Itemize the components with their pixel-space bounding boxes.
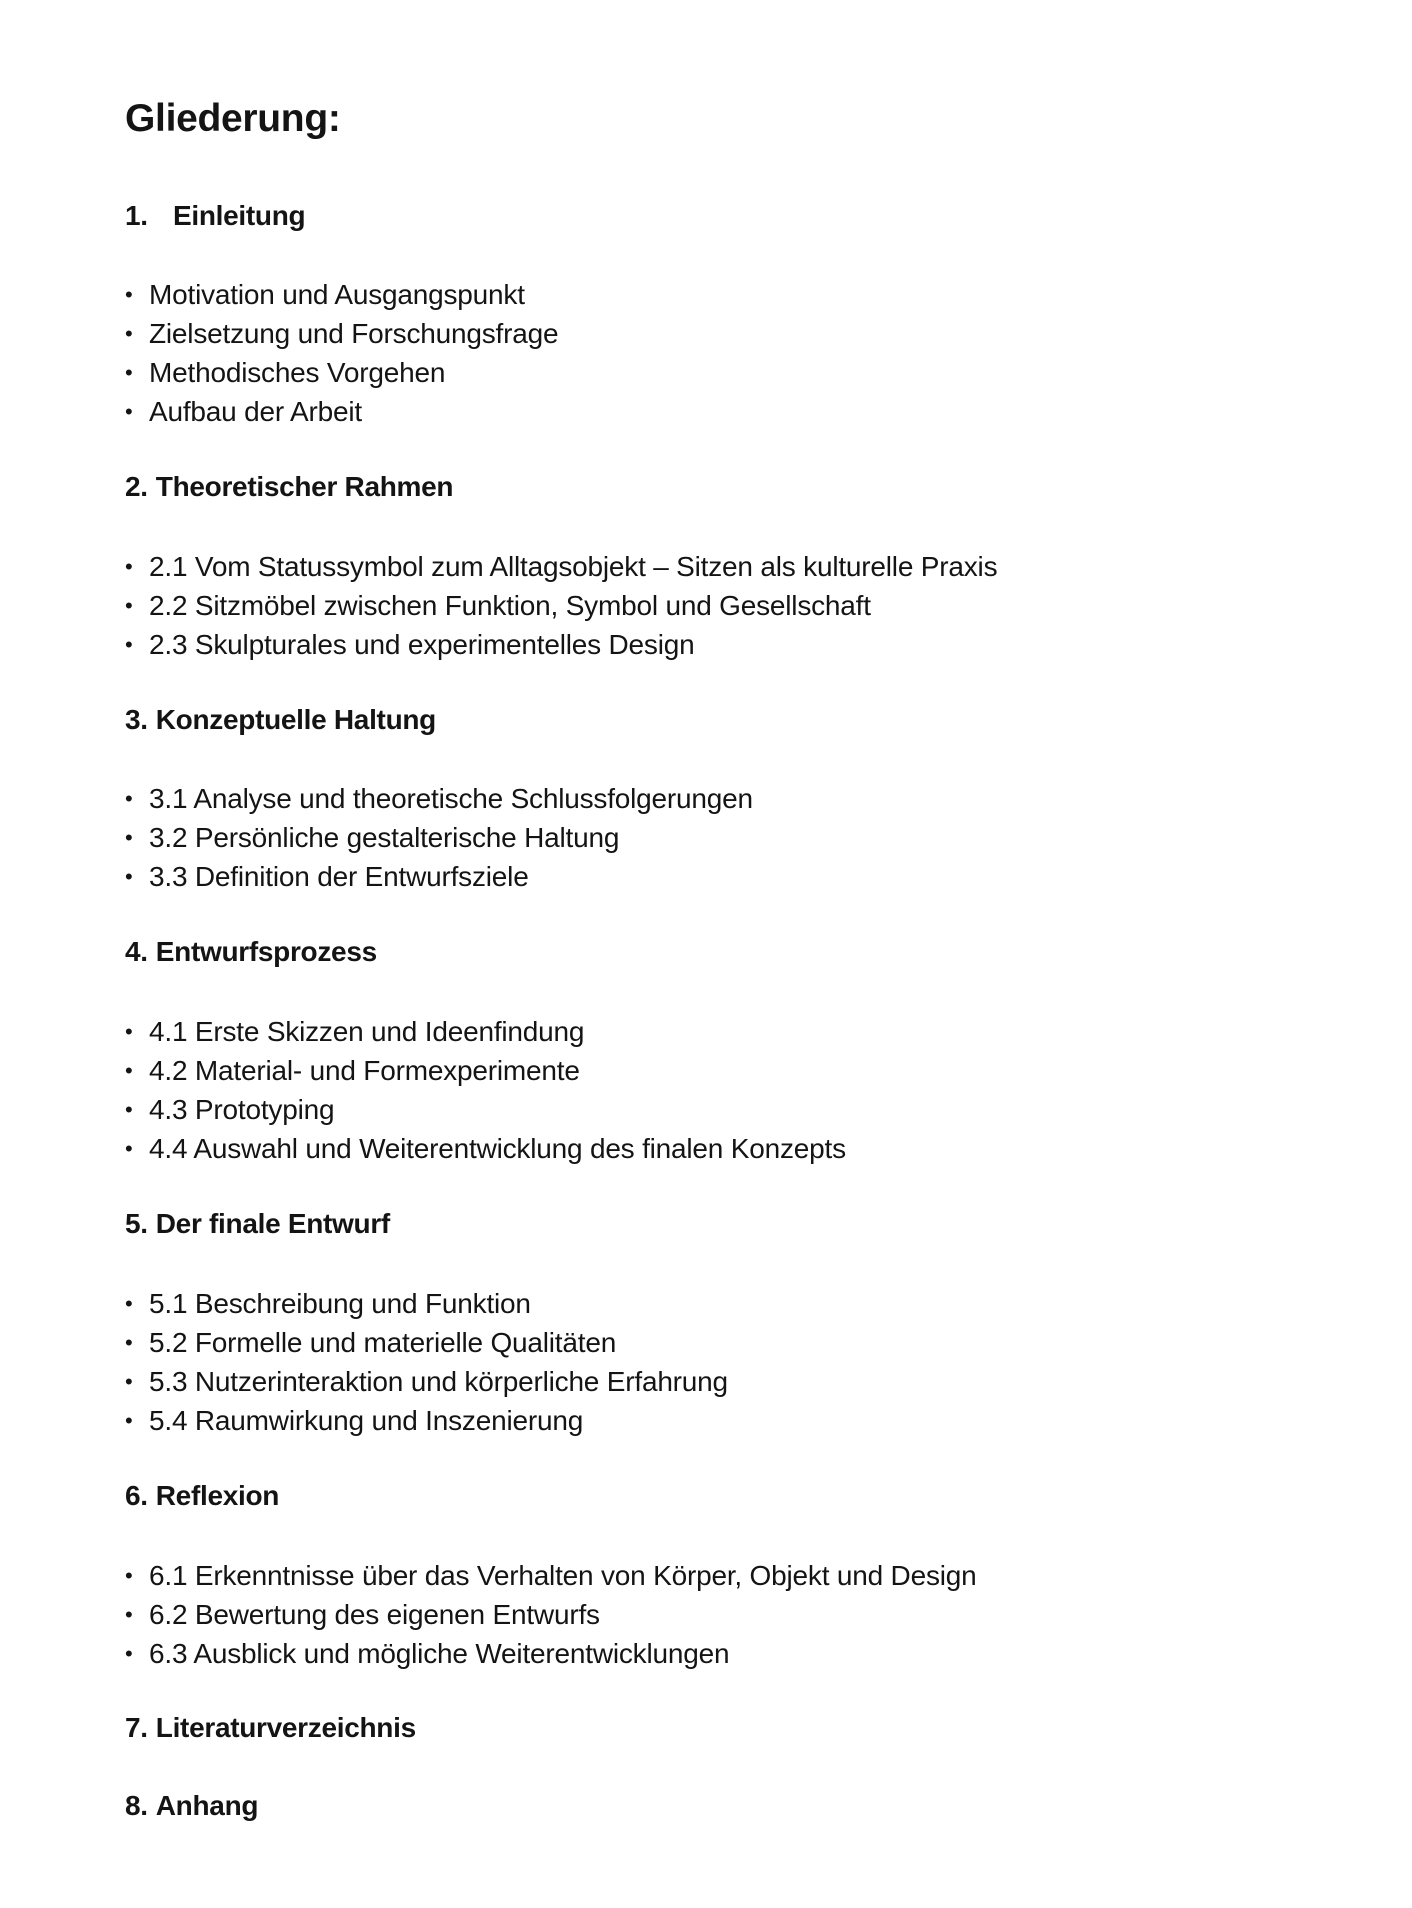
section-list-5 (125, 1284, 728, 1440)
section-number: 4. (125, 936, 148, 967)
section-heading-1 (125, 199, 305, 233)
section-heading-8 (125, 1789, 258, 1823)
list-item: • Motivation und Ausgangspunkt (125, 275, 558, 314)
section-number: 5. (125, 1208, 148, 1239)
section-heading-6 (125, 1479, 279, 1513)
section-number: 7. (125, 1712, 148, 1743)
list-item: • 4.1 Erste Skizzen und Ideenfindung (125, 1012, 846, 1051)
section-heading-4 (125, 935, 377, 969)
list-item: • 5.2 Formelle und materielle Qualitäten (125, 1323, 728, 1362)
section-label: Theoretischer Rahmen (155, 471, 454, 502)
list-item: • 6.1 Erkenntnisse über das Verhalten von Körper, Objekt und Design (125, 1556, 977, 1595)
section-label: Der finale Entwurf (155, 1208, 390, 1239)
list-item: • 3.2 Persönliche gestalterische Haltung (125, 818, 753, 857)
list-item: • 3.1 Analyse und theoretische Schlussfolgerungen (125, 779, 753, 818)
section-list-4 (125, 1012, 846, 1168)
list-item: • 2.3 Skulpturales und experimentelles Design (125, 625, 997, 664)
section-number: 1. (125, 200, 148, 231)
list-item: • Aufbau der Arbeit (125, 392, 558, 431)
list-item: • 2.1 Vom Statussymbol zum Alltagsobjekt – Sitzen als kulturelle Praxis (125, 547, 997, 586)
section-heading-2 (125, 470, 453, 504)
section-number: 2. (125, 471, 148, 502)
list-item: • 4.3 Prototyping (125, 1090, 846, 1129)
section-list-3 (125, 779, 753, 896)
section-label: Literaturverzeichnis (155, 1712, 416, 1743)
page-title: Gliederung: (125, 97, 341, 140)
section-label: Einleitung (173, 200, 306, 231)
list-item: • Zielsetzung und Forschungsfrage (125, 314, 558, 353)
section-list-1 (125, 275, 558, 431)
list-item: • 3.3 Definition der Entwurfsziele (125, 857, 753, 896)
section-number: 3. (125, 704, 148, 735)
list-item: • 5.1 Beschreibung und Funktion (125, 1284, 728, 1323)
section-label: Reflexion (155, 1480, 280, 1511)
section-heading-7 (125, 1711, 416, 1745)
section-heading-5 (125, 1207, 390, 1241)
section-list-6 (125, 1556, 977, 1673)
section-label: Konzeptuelle Haltung (155, 704, 436, 735)
section-number: 8. (125, 1790, 148, 1821)
list-item: • 2.2 Sitzmöbel zwischen Funktion, Symbol und Gesellschaft (125, 586, 997, 625)
list-item: • Methodisches Vorgehen (125, 353, 558, 392)
list-item: • 5.4 Raumwirkung und Inszenierung (125, 1401, 728, 1440)
list-item: • 5.3 Nutzerinteraktion und körperliche Erfahrung (125, 1362, 728, 1401)
list-item: • 6.3 Ausblick und mögliche Weiterentwicklungen (125, 1634, 977, 1673)
section-number: 6. (125, 1480, 148, 1511)
section-label: Anhang (155, 1790, 259, 1821)
list-item: • 6.2 Bewertung des eigenen Entwurfs (125, 1595, 977, 1634)
section-list-2 (125, 547, 997, 664)
section-heading-3 (125, 703, 436, 737)
list-item: • 4.4 Auswahl und Weiterentwicklung des finalen Konzepts (125, 1129, 846, 1168)
list-item: • 4.2 Material- und Formexperimente (125, 1051, 846, 1090)
section-label: Entwurfsprozess (155, 936, 377, 967)
